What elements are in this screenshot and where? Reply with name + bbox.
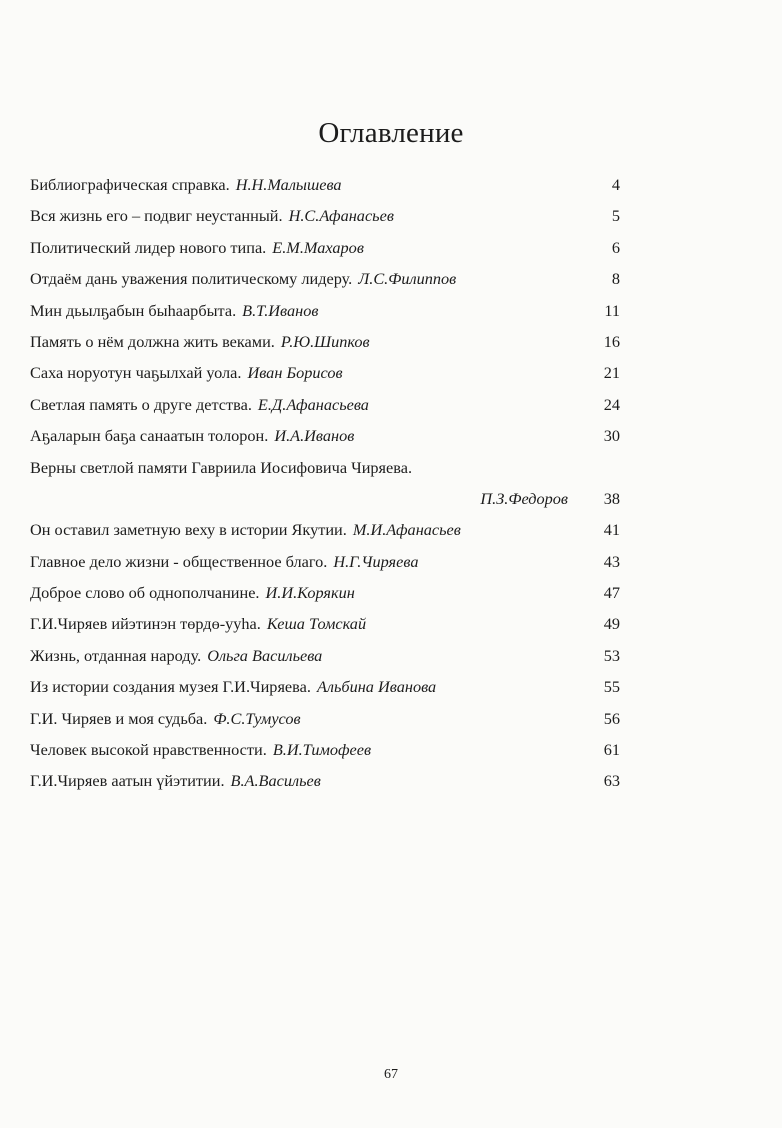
entry-author: Р.Ю.Шипков	[280, 331, 370, 351]
toc-entry	[30, 736, 630, 767]
entry-title: Память о нём должна жить веками.	[30, 331, 275, 351]
entry-page: 11	[604, 300, 620, 320]
entry-author: М.И.Афанасьев	[352, 520, 461, 540]
entry-author: Альбина Иванова	[316, 677, 437, 697]
entry-page: 47	[603, 583, 620, 603]
toc-entry	[30, 454, 630, 485]
entry-line	[30, 238, 364, 258]
page-number: 67	[384, 1067, 398, 1082]
entry-page: 4	[611, 175, 620, 194]
entry-line	[474, 489, 568, 509]
entry-title: Верны светлой памяти Гавриила Иосифовича Чиряева.	[30, 457, 413, 477]
entry-line	[30, 552, 418, 572]
toc-entry	[30, 202, 630, 233]
toc-entry	[30, 516, 630, 547]
entry-line	[30, 677, 436, 697]
entry-page: 38	[603, 488, 620, 508]
entry-line	[30, 175, 342, 195]
entry-title: Мин дьылҕабын быһаарбыта.	[30, 300, 237, 320]
toc-entry	[30, 642, 630, 673]
toc-entry	[30, 579, 630, 610]
entry-page: 43	[603, 551, 620, 571]
entry-title: Он оставил заметную веху в истории Якутии.	[30, 520, 347, 540]
toc-title: Оглавление	[318, 117, 464, 149]
entry-line	[30, 520, 461, 540]
entry-page: 8	[611, 269, 620, 289]
entry-author: В.Т.Иванов	[242, 300, 319, 320]
entry-page: 41	[603, 520, 620, 540]
entry-page: 49	[603, 614, 620, 634]
entry-page: 61	[603, 740, 620, 760]
entry-author: Кеша Томскай	[266, 614, 367, 634]
entry-title: Г.И. Чиряев и моя судьба.	[30, 708, 208, 728]
entry-line	[30, 771, 321, 791]
entry-author: В.И.Тимофеев	[272, 740, 372, 760]
entry-title: Человек высокой нравственности.	[30, 740, 267, 760]
toc-entry	[30, 328, 630, 359]
entry-line	[30, 395, 369, 415]
entry-title: Г.И.Чиряев ийэтинэн төрдө-ууһа.	[30, 614, 261, 634]
entry-title: Жизнь, отданная народу.	[30, 645, 202, 665]
entry-title: Главное дело жизни - общественное благо.	[30, 551, 328, 571]
entry-page: 16	[603, 331, 620, 351]
entry-author: Л.С.Филиппов	[358, 269, 457, 289]
entry-title: Светлая память о друге детства.	[30, 394, 252, 414]
entry-page: 21	[603, 363, 620, 383]
entry-author: Е.М.Махаров	[272, 237, 364, 257]
toc-entry	[30, 610, 630, 641]
entry-line	[30, 206, 394, 226]
entry-page: 5	[611, 206, 620, 226]
entry-title: Саха норуотун чаҕылхай уола.	[30, 363, 242, 383]
toc-entry	[30, 265, 630, 296]
entry-line	[30, 269, 456, 289]
entry-title: Вся жизнь его – подвиг неустанный.	[30, 206, 283, 226]
entry-author: В.А.Васильев	[230, 771, 321, 791]
table-of-contents	[30, 171, 630, 799]
toc-entry	[30, 297, 630, 328]
entry-page: 6	[611, 237, 620, 257]
entry-page: 63	[603, 771, 620, 791]
toc-entry	[30, 548, 630, 579]
toc-entry	[30, 673, 630, 704]
entry-author: Иван Борисов	[247, 363, 343, 383]
toc-entry	[30, 171, 630, 202]
entry-title: Библиографическая справка.	[30, 175, 230, 194]
toc-entry	[30, 767, 630, 798]
entry-line	[30, 709, 301, 729]
entry-title: Г.И.Чиряев аатын үйэтитии.	[30, 771, 225, 791]
entry-author: И.А.Иванов	[274, 426, 355, 446]
entry-line	[30, 740, 371, 760]
entry-title: Аҕаларын баҕа санаатын толорон.	[30, 426, 269, 446]
entry-line	[30, 458, 418, 478]
entry-author: Ф.С.Тумусов	[213, 708, 301, 728]
entry-line	[30, 426, 354, 446]
entry-title: Политический лидер нового типа.	[30, 237, 267, 257]
entry-title: Из истории создания музея Г.И.Чиряева.	[30, 677, 311, 697]
entry-page: 55	[603, 677, 620, 697]
entry-page: 30	[603, 426, 620, 446]
entry-author: П.З.Федоров	[480, 488, 568, 508]
entry-line	[30, 646, 322, 666]
entry-title: Доброе слово об однополчанине.	[30, 583, 260, 603]
toc-entry	[30, 234, 630, 265]
entry-author: Н.Н.Малышева	[235, 175, 342, 194]
entry-line	[30, 332, 370, 352]
entry-page: 56	[603, 708, 620, 728]
toc-entry	[30, 422, 630, 453]
entry-line	[30, 363, 343, 383]
entry-author: Е.Д.Афанасьева	[257, 394, 369, 414]
entry-title: Отдаём дань уважения политическому лидеру.	[30, 269, 353, 289]
toc-entry	[30, 705, 630, 736]
toc-entry	[30, 359, 630, 390]
entry-line	[30, 614, 366, 634]
entry-line	[30, 583, 355, 603]
entry-line	[30, 301, 318, 321]
toc-entry-continuation	[30, 485, 630, 516]
toc-entry	[30, 391, 630, 422]
entry-page: 24	[603, 394, 620, 414]
entry-author: Ольга Васильева	[207, 645, 323, 665]
entry-author: Н.Г.Чиряева	[333, 551, 419, 571]
entry-page: 53	[603, 645, 620, 665]
entry-author: Н.С.Афанасьев	[288, 206, 394, 226]
entry-author: И.И.Корякин	[265, 583, 355, 603]
